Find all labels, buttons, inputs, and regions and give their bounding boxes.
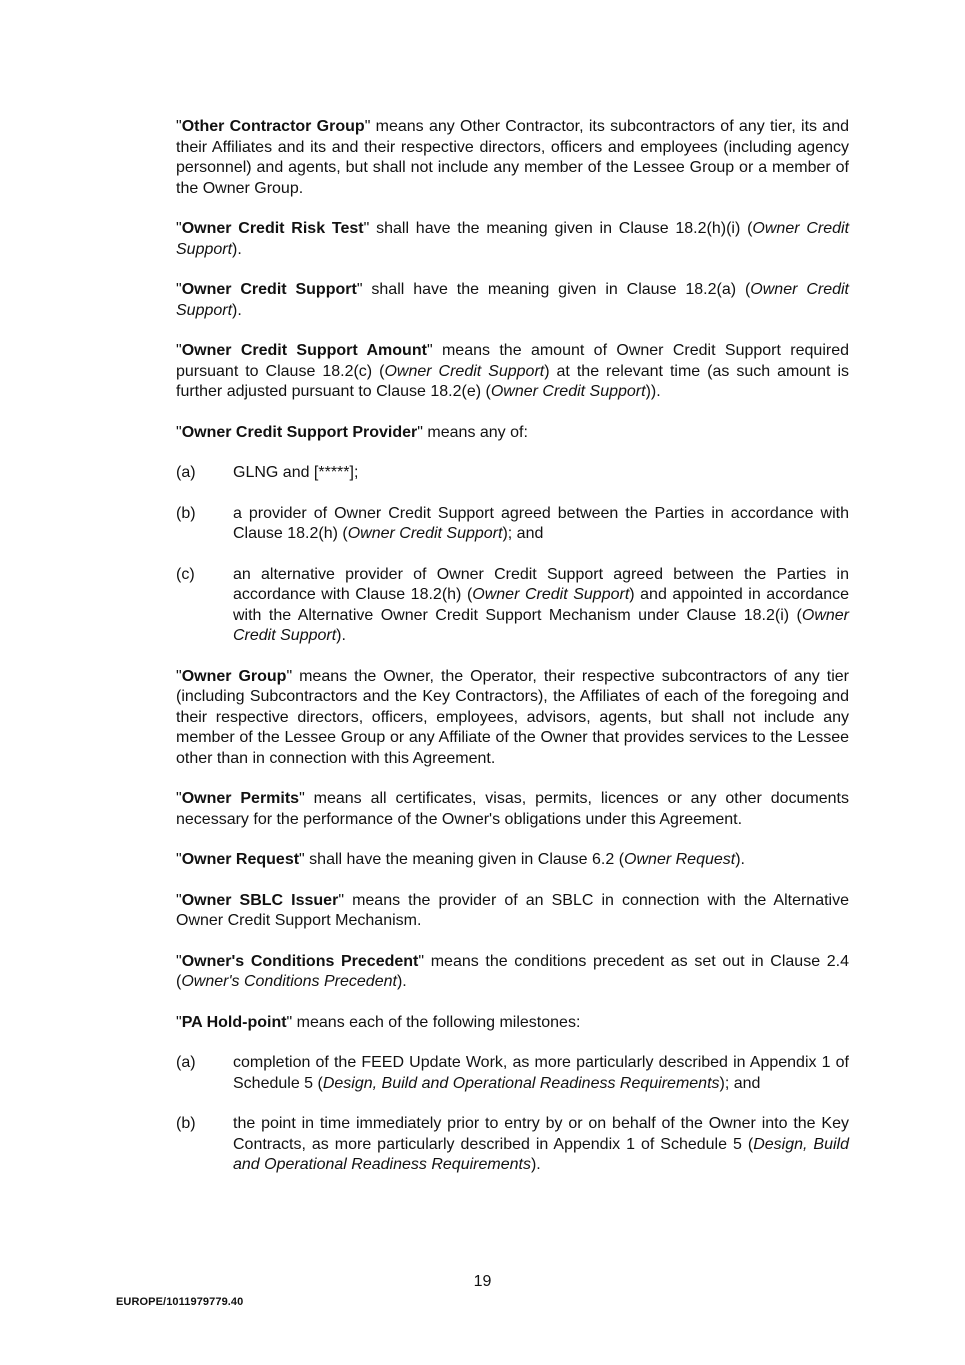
defined-term: Owner Request	[181, 851, 300, 868]
document-reference: EUROPE/1011979779.40	[116, 1296, 244, 1308]
definition-owner-credit-risk-test: "Owner Credit Risk Test" shall have the meaning given in Clause 18.2(h)(i) (Owner Credit Support).	[176, 220, 850, 258]
defined-term: Owner SBLC Issuer	[181, 891, 339, 909]
definition-owner-credit-support-amount: "Owner Credit Support Amount" means the amount of Owner Credit Support required pursuant to Clause 18.2(c) (Owner Credit Support) at the relevant time (as such amount is further adjusted pursuant to Clause 18.2(e) (Owner Credit Support)).	[176, 342, 850, 400]
defined-term: Owner Credit Support Amount	[181, 342, 427, 359]
definition-owner-credit-support-provider: "Owner Credit Support Provider" means any of:	[176, 423, 528, 441]
definition-owner-request: "Owner Request" shall have the meaning given in Clause 6.2 (Owner Request).	[176, 851, 745, 868]
list-item: (a) GLNG and [*****];	[176, 463, 849, 484]
definition-owner-group: "Owner Group" means the Owner, the Operator, their respective subcontractors of any tier (including Subcontractors and the Key Contractors), the Affiliates of each of the foregoing and their respective directors, officers, employees, advisors, agents, but shall not include any member of the Lessee Group or any Affiliate of the Owner that provides services to the Lessee other than in connection with this Agreement.	[176, 667, 849, 767]
list-item: (b) a provider of Owner Credit Support agreed between the Parties in accordance with Clause 18.2(h) (Owner Credit Support); and	[176, 504, 849, 545]
defined-term: Owner Credit Support Provider	[181, 423, 418, 441]
list-item-label: (b)	[176, 1115, 196, 1132]
definition-pa-hold-point: "PA Hold-point" means each of the following milestones:	[176, 1013, 581, 1031]
page-number: 19	[473, 1273, 492, 1290]
defined-term: Other Contractor Group	[181, 118, 365, 135]
document-body	[176, 117, 849, 1196]
definition-owner-credit-support: "Owner Credit Support" shall have the meaning given in Clause 18.2(a) (Owner Credit Support).	[176, 281, 849, 319]
list-item: (b) the point in time immediately prior to entry by or on behalf of the Owner into the Key Contracts, as more particularly described in Appendix 1 of Schedule 5 (Design, Build and Operational Readiness Requirements).	[176, 1114, 849, 1176]
list-item-label: (b)	[176, 504, 196, 522]
list-item: (c) an alternative provider of Owner Credit Support agreed between the Parties in accordance with Clause 18.2(h) (Owner Credit Support) and appointed in accordance with the Alternative Owner Credit Support Mechanism under Clause 18.2(i) (Owner Credit Support).	[176, 565, 849, 647]
list-item-label: (c)	[176, 565, 195, 583]
list-item: (a) completion of the FEED Update Work, as more particularly described in Appendix 1 of Schedule 5 (Design, Build and Operational Readiness Requirements); and	[176, 1053, 849, 1094]
defined-term: Owner Group	[181, 667, 287, 685]
definition-owners-conditions-precedent: "Owner's Conditions Precedent" means the conditions precedent as set out in Clause 2.4 (Owner's Conditions Precedent).	[176, 952, 849, 990]
list-item-label: (a)	[176, 1054, 196, 1071]
list-item-label: (a)	[176, 464, 196, 481]
defined-term: Owner Credit Risk Test	[181, 220, 364, 237]
definition-owner-permits: "Owner Permits" means all certificates, visas, permits, licences or any other documents necessary for the performance of the Owner's obligations under this Agreement.	[176, 790, 849, 828]
defined-term: Owner Credit Support	[181, 281, 357, 298]
defined-term: Owner's Conditions Precedent	[181, 952, 419, 970]
definition-other-contractor-group: "Other Contractor Group" means any Other Contractor, its subcontractors of any tier, its and their Affiliates and its and their respective directors, officers and employees (including agency personnel) and agents, but shall not include any member of the Lessee Group or a member of the Owner Group.	[176, 118, 849, 197]
definition-owner-sblc-issuer: "Owner SBLC Issuer" means the provider of an SBLC in connection with the Alternative Owner Credit Support Mechanism.	[176, 891, 850, 929]
defined-term: PA Hold-point	[181, 1013, 287, 1031]
defined-term: Owner Permits	[181, 790, 300, 807]
